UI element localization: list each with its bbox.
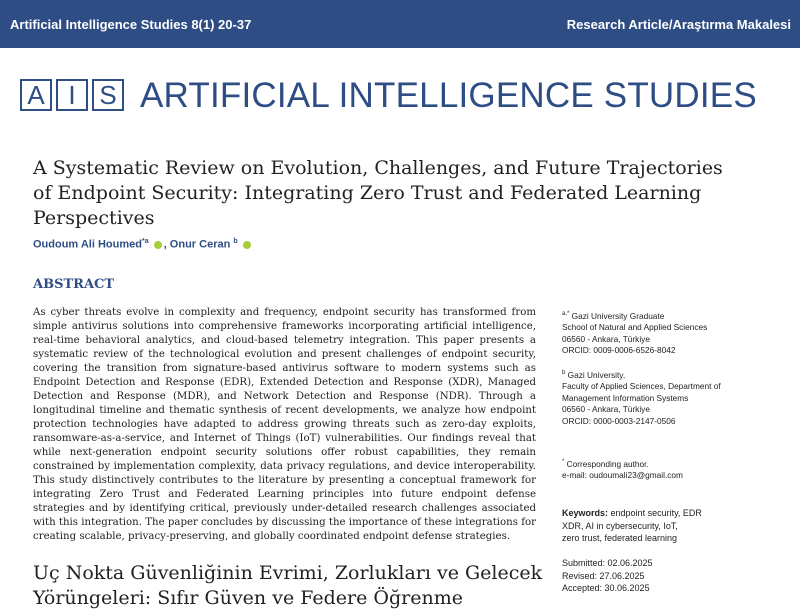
corresponding-email[interactable]: e-mail: oudoumali23@gmail.com [562,470,683,481]
affiliation-line: Management Information Systems [562,392,689,403]
article-type: Research Article/Araştırma Makalesi [566,17,791,32]
logo-letter-s: S [92,79,124,111]
orcid-icon[interactable] [154,241,162,249]
orcid-line: ORCID: 0009-0006-6526-8042 [562,345,676,356]
abstract-text [33,306,536,544]
tr-title-line: Uç Nokta Güvenliğinin Evrimi, Zorlukları ve Gelecek [33,562,543,584]
accepted-date: Accepted: 30.06.2025 [562,583,650,593]
abstract-line: ransomware-as-a-service, and Internet of Things (IoT) vulnerabilities. Our findings reveal that [33,433,536,444]
article-title [33,156,733,231]
abstract-line: Endpoint Detection and Response (EDR), Extended Detection and Response (XDR), Managed [33,377,536,388]
author-separator: , [163,238,167,251]
affiliation-mark: b [562,370,566,376]
submitted-date: Submitted: 02.06.2025 [562,558,653,568]
abstract-line: This study distinctively contributes to the literature by presenting a conceptual framework for [33,475,536,486]
abstract-line: Detection and Response (MDR), and Network Detection and Response (NDR). Through a [33,391,536,402]
keyword-line: endpoint security, EDR [610,508,702,518]
corresponding-mark: * [562,459,565,465]
orcid-icon[interactable] [243,241,251,249]
affiliation-a [562,309,794,357]
abstract-line: simple antivirus solutions into comprehensive frameworks incorporating artificial intelligence, [33,321,536,332]
title-line: Perspectives [33,207,155,229]
logo-letter-i: I [56,79,88,111]
author-name: Oudoum Ali Houmed [33,238,142,251]
abstract-line: scalable, privacy-preserving, and globally coordinated endpoint defense strategies. [79,531,511,542]
corresponding-author [562,457,794,482]
author-affiliation-mark: b [233,238,238,245]
affiliation-line: School of Natural and Applied Sciences [562,322,708,333]
keyword-line: XDR, AI in cybersecurity, IoT, [562,520,678,531]
affiliation-mark: a,* [562,311,570,317]
keywords-label: Keywords: [562,508,609,518]
corresponding-label: Corresponding author. [566,458,649,469]
author-affiliation-mark: *a [141,238,149,245]
affiliation-line: Faculty of Applied Sciences, Department of [562,381,721,392]
abstract-line: real-time behavioral analytics, and cloud-based telemetry integration. This paper presents a [33,335,536,346]
author-list [33,238,253,251]
journal-reference: Artificial Intelligence Studies 8(1) 20-37 [10,17,252,32]
abstract-line: constrained by implementation complexity, data privacy regulations, and device interoperability. [33,461,536,472]
abstract-line: systematic review of the technological evolution and present challenges of endpoint security, [33,349,536,360]
keywords-block [562,507,794,545]
logo-letter-a: A [20,79,52,111]
affiliation-line: Gazi University Graduate [571,310,665,321]
title-line: of Endpoint Security: Integrating Zero Trust and Federated Learning [33,182,702,204]
turkish-title [33,561,553,611]
abstract-line: integration. The paper concludes by discussing the importance of these integrations for creating [33,517,536,542]
article-dates [562,557,653,595]
abstract-line: integrating Zero Trust and Federated Learning principles into future endpoint defense strategies [33,489,536,514]
affiliation-line: 06560 - Ankara, Türkiye [562,404,650,415]
keyword-line: zero trust, federated learning [562,533,678,543]
orcid-line: ORCID: 0000-0003-2147-0506 [562,415,676,426]
affiliation-line: 06560 - Ankara, Türkiye [562,333,650,344]
title-line: A Systematic Review on Evolution, Challenges, and Future Trajectories [33,157,723,179]
abstract-line: and by identifying critical, previously under-detailed research challenges associated with this [33,503,536,528]
journal-name: ARTIFICIAL INTELLIGENCE STUDIES [140,76,757,115]
journal-header-bar [0,0,800,48]
abstract-line: protection technologies have adapted to address growing threats such as zero-day exploits, [33,419,536,430]
journal-logo [20,79,128,113]
abstract-line: covering the transition from signature-based antivirus software to modern systems such as [33,363,536,374]
affiliation-line: Gazi University, [567,369,626,380]
abstract-line: longitudinal timeline and thematic synthesis of recent developments, we analyze how endpoint [33,405,536,416]
affiliation-b [562,368,794,427]
abstract-line: while next-generation endpoint security solutions offer robust capabilities, they remain [33,447,536,458]
tr-title-line: Yörüngeleri: Sıfır Güven ve Federe Öğrenme [33,587,463,609]
revised-date: Revised: 27.06.2025 [562,570,645,581]
abstract-heading: ABSTRACT [33,277,115,292]
abstract-line: As cyber threats evolve in complexity and frequency, endpoint security has transformed from [33,307,536,318]
author-name: Onur Ceran [169,238,231,251]
